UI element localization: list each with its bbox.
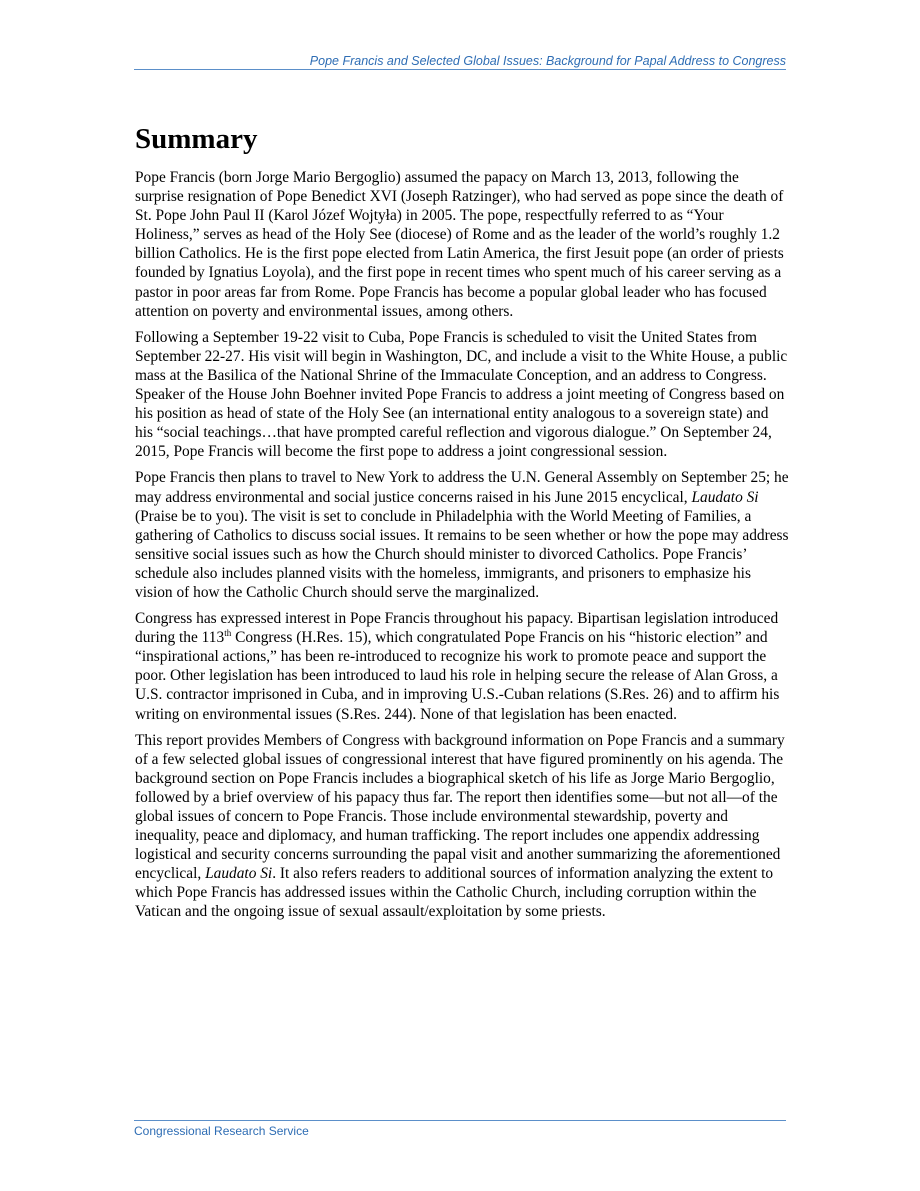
paragraph-3-text-after: (Praise be to you). The visit is set to conclude in Philadelphia with the World Meeting of Families, a gathering of Catholics to discuss social issues. It remains to be seen whether or how the pope may address sensitive social issues such as how the Church should minister to divorced Catholics. Pope Francis’ schedule also includes planned visits with the homeless, immigrants, and prisoners to emphasize his vision of how the Catholic Church should serve the marginalized. — [135, 507, 789, 601]
summary-paragraph-5 — [135, 731, 789, 922]
paragraph-5-text-before: This report provides Members of Congress with background information on Pope Francis and a summary of a few selected global issues of congressional interest that have figured prominently on his agenda. The background section on Pope Francis includes a biographical sketch of his life as Jorge Mario Bergoglio, followed by a brief overview of his papacy thus far. The report then identifies some—but not all—of the global issues of concern to Pope Francis. Those include environmental stewardship, poverty and inequality, peace and diplomacy, and human trafficking. The report includes one appendix addressing logistical and security concerns surrounding the papal visit and another summarizing the aforementioned encyclical, — [135, 731, 785, 883]
running-header — [134, 54, 786, 70]
paragraph-4-text-after: Congress (H.Res. 15), which congratulated Pope Francis on his “historic election” and “inspirational actions,” has been re-introduced to recognize his work to promote peace and support the poor. Other legislation has been introduced to laud his role in helping secure the release of Alan Gross, a U.S. contractor imprisoned in Cuba, and in improving U.S.-Cuban relations (S.Res. 26) and to affirm his writing on environmental issues (S.Res. 244). None of that legislation has been enacted. — [135, 629, 780, 723]
encyclical-title: Laudato Si — [691, 488, 759, 506]
footer-organization: Congressional Research Service — [134, 1124, 309, 1138]
ordinal-superscript: th — [224, 628, 232, 639]
summary-section — [135, 122, 789, 929]
page-footer — [134, 1120, 786, 1138]
running-header-title: Pope Francis and Selected Global Issues: Background for Papal Address to Congress — [309, 54, 786, 68]
encyclical-title: Laudato Si — [205, 865, 273, 883]
paragraph-3-text-before: Pope Francis then plans to travel to New York to address the U.N. General Assembly on September 25; he may address environmental and social justice concerns raised in his June 2015 encyclical, — [135, 469, 789, 506]
summary-paragraph-4 — [135, 609, 789, 724]
paragraph-5-text-after: . It also refers readers to additional sources of information analyzing the extent to which Pope Francis has addressed issues within the Catholic Church, including corruption within the Vatican and the ongoing issue of sexual assault/exploitation by some priests. — [135, 865, 774, 921]
summary-paragraph-3 — [135, 468, 789, 602]
paragraph-4-text-before: Congress has expressed interest in Pope Francis throughout his papacy. Bipartisan legislation introduced during the 113 — [135, 610, 779, 647]
summary-paragraph-1: Pope Francis (born Jorge Mario Bergoglio) assumed the papacy on March 13, 2013, following the surprise resignation of Pope Benedict XVI (Joseph Ratzinger), who had served as pope since the death of St. Pope John Paul II (Karol Józef Wojtyła) in 2005. The pope, respectfully referred to as “Your Holiness,” serves as head of the Holy See (diocese) of Rome and as the leader of the world’s roughly 1.2 billion Catholics. He is the first pope elected from Latin America, the first Jesuit pope (an order of priests founded by Ignatius Loyola), and the first pope in recent times who spent much of his career serving as a pastor in poor areas far from Rome. Pope Francis has become a popular global leader who has focused attention on poverty and environmental issues, among others. — [135, 169, 784, 320]
page-title: Summary — [135, 123, 258, 155]
summary-paragraph-2: Following a September 19-22 visit to Cuba, Pope Francis is scheduled to visit the United States from September 22-27. His visit will begin in Washington, DC, and include a visit to the White House, a public mass at the Basilica of the National Shrine of the Immaculate Conception, and an address to Congress. Speaker of the House John Boehner invited Pope Francis to address a joint meeting of Congress based on his position as head of state of the Holy See (an international entity analogous to a sovereign state) and his “social teachings…that have prompted careful reflection and vigorous dialogue.” On September 24, 2015, Pope Francis will become the first pope to address a joint congressional session. — [135, 328, 788, 461]
